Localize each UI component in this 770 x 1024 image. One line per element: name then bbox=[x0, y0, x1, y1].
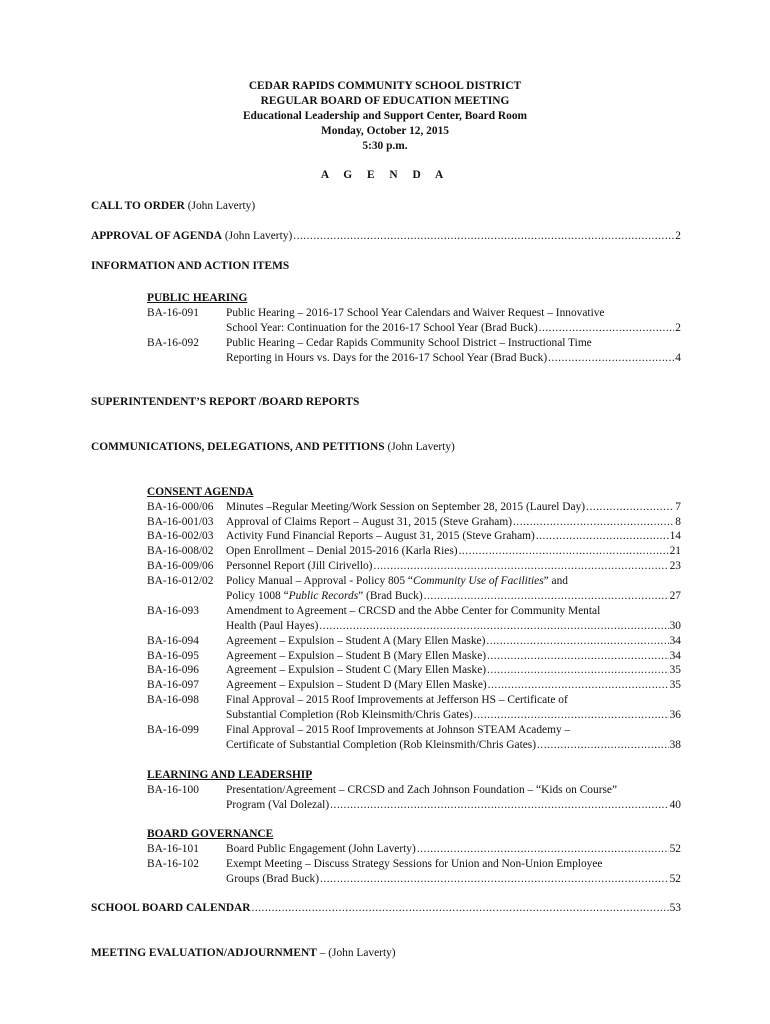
text-fragment: ” (Brad Buck) bbox=[358, 590, 423, 602]
list-item bbox=[226, 649, 681, 664]
item-text bbox=[226, 574, 568, 589]
list-item bbox=[226, 619, 681, 634]
communications-person: (John Laverty) bbox=[387, 441, 455, 453]
evaluation-label: MEETING EVALUATION/ADJOURNMENT bbox=[91, 947, 317, 959]
dot-leader bbox=[252, 901, 669, 916]
consent-agenda-heading: CONSENT AGENDA bbox=[147, 486, 254, 498]
dot-leader bbox=[537, 738, 669, 753]
dot-leader bbox=[330, 798, 668, 813]
list-item bbox=[226, 589, 681, 604]
text-fragment: Policy Manual – Approval - Policy 805 “ bbox=[226, 575, 413, 587]
page-number: 21 bbox=[669, 545, 681, 557]
item-code: BA-16-099 bbox=[147, 724, 199, 736]
dot-leader bbox=[474, 708, 669, 723]
list-item bbox=[226, 500, 681, 515]
text-fragment: ” and bbox=[543, 575, 569, 587]
item-text: Agreement – Expulsion – Student B (Mary Ellen Maske) bbox=[226, 650, 487, 662]
policy-title-italic: Public Records bbox=[288, 590, 359, 602]
item-code: BA-16-000/06 bbox=[147, 501, 214, 513]
dot-leader bbox=[293, 229, 674, 244]
dot-leader bbox=[486, 634, 668, 649]
list-item bbox=[226, 529, 681, 544]
dot-leader bbox=[320, 872, 669, 887]
page-number: 53 bbox=[669, 902, 681, 914]
item-text: Certificate of Substantial Completion (Rob Kleinsmith/Chris Gates) bbox=[226, 739, 537, 751]
dot-leader bbox=[548, 351, 674, 366]
item-text: School Year: Continuation for the 2016-17 School Year (Brad Buck) bbox=[226, 322, 538, 334]
dot-leader bbox=[424, 589, 669, 604]
dot-leader bbox=[539, 321, 675, 336]
item-code: BA-16-091 bbox=[147, 307, 199, 319]
item-text: Reporting in Hours vs. Days for the 2016-17 School Year (Brad Buck) bbox=[226, 352, 548, 364]
superintendent-report-heading: SUPERINTENDENT’S REPORT /BOARD REPORTS bbox=[91, 396, 360, 408]
list-item bbox=[226, 798, 681, 813]
item-text: Board Public Engagement (John Laverty) bbox=[226, 843, 416, 855]
public-hearing-heading: PUBLIC HEARING bbox=[147, 292, 248, 304]
call-to-order bbox=[91, 199, 255, 214]
page-number: 35 bbox=[669, 664, 681, 676]
evaluation-person: – (John Laverty) bbox=[316, 947, 396, 959]
list-item bbox=[226, 559, 681, 574]
dot-leader bbox=[459, 544, 669, 559]
item-text: Amendment to Agreement – CRCSD and the Abbe Center for Community Mental bbox=[226, 605, 601, 617]
page-number: 35 bbox=[669, 679, 681, 691]
item-code: BA-16-100 bbox=[147, 784, 199, 796]
item-text: Program (Val Dolezal) bbox=[226, 799, 330, 811]
page-number: 14 bbox=[669, 530, 681, 542]
page-number: 34 bbox=[669, 635, 681, 647]
item-text: Final Approval – 2015 Roof Improvements at Johnson STEAM Academy – bbox=[226, 724, 571, 736]
approval-person: (John Laverty) bbox=[224, 230, 293, 242]
list-item bbox=[226, 515, 681, 530]
call-to-order-person: (John Laverty) bbox=[187, 200, 256, 212]
page-number: 8 bbox=[675, 516, 681, 528]
page-number: 40 bbox=[669, 799, 681, 811]
item-text: Agreement – Expulsion – Student C (Mary Ellen Maske) bbox=[226, 664, 487, 676]
dot-leader bbox=[373, 559, 668, 574]
item-text: Exempt Meeting – Discuss Strategy Sessions for Union and Non-Union Employee bbox=[226, 858, 603, 870]
text-fragment: Policy 1008 “ bbox=[226, 590, 289, 602]
dot-leader bbox=[319, 619, 668, 634]
item-text: Agreement – Expulsion – Student D (Mary Ellen Maske) bbox=[226, 679, 487, 691]
agenda-title: A G E N D A bbox=[320, 169, 450, 181]
item-text: Final Approval – 2015 Roof Improvements at Jefferson HS – Certificate of bbox=[226, 694, 568, 706]
item-text bbox=[226, 589, 423, 604]
item-code: BA-16-001/03 bbox=[147, 516, 214, 528]
item-text: Minutes –Regular Meeting/Work Session on September 28, 2015 (Laurel Day) bbox=[226, 501, 586, 513]
approval-of-agenda bbox=[91, 229, 681, 244]
learning-leadership-heading: LEARNING AND LEADERSHIP bbox=[147, 769, 313, 781]
item-text: Open Enrollment – Denial 2015-2016 (Karla Ries) bbox=[226, 545, 458, 557]
board-governance-heading: BOARD GOVERNANCE bbox=[147, 828, 274, 840]
item-text: Groups (Brad Buck) bbox=[226, 873, 320, 885]
page-number: 7 bbox=[675, 501, 681, 513]
list-item bbox=[226, 663, 681, 678]
dot-leader bbox=[417, 842, 669, 857]
call-to-order-label: CALL TO ORDER bbox=[91, 200, 185, 212]
page-number: 23 bbox=[669, 560, 681, 572]
information-action-heading: INFORMATION AND ACTION ITEMS bbox=[91, 260, 290, 272]
dot-leader bbox=[488, 678, 669, 693]
document-header bbox=[0, 79, 770, 154]
item-text: Public Hearing – 2016-17 School Year Calendars and Waiver Request – Innovative bbox=[226, 307, 605, 319]
item-code: BA-16-093 bbox=[147, 605, 199, 617]
list-item bbox=[226, 872, 681, 887]
page-number: 52 bbox=[669, 873, 681, 885]
communications-label: COMMUNICATIONS, DELEGATIONS, AND PETITIONS bbox=[91, 441, 385, 453]
item-text: Personnel Report (Jill Cirivello) bbox=[226, 560, 373, 572]
item-code: BA-16-092 bbox=[147, 337, 199, 349]
item-text: Substantial Completion (Rob Kleinsmith/Chris Gates) bbox=[226, 709, 473, 721]
policy-title-italic: Community Use of Facilities bbox=[412, 575, 544, 587]
item-code: BA-16-102 bbox=[147, 858, 199, 870]
page-number: 52 bbox=[669, 843, 681, 855]
item-code: BA-16-097 bbox=[147, 679, 199, 691]
list-item bbox=[226, 738, 681, 753]
page-number: 34 bbox=[669, 650, 681, 662]
dot-leader bbox=[513, 515, 674, 530]
item-code: BA-16-095 bbox=[147, 650, 199, 662]
page-number: 38 bbox=[669, 739, 681, 751]
meeting-title: REGULAR BOARD OF EDUCATION MEETING bbox=[260, 95, 510, 107]
meeting-location: Educational Leadership and Support Center, Board Room bbox=[242, 110, 528, 122]
item-text: Public Hearing – Cedar Rapids Community School District – Instructional Time bbox=[226, 337, 592, 349]
item-code: BA-16-008/02 bbox=[147, 545, 214, 557]
district-name: CEDAR RAPIDS COMMUNITY SCHOOL DISTRICT bbox=[248, 80, 522, 92]
item-text: Health (Paul Hayes) bbox=[226, 620, 319, 632]
meeting-evaluation bbox=[91, 946, 396, 961]
item-text: Presentation/Agreement – CRCSD and Zach Johnson Foundation – “Kids on Course” bbox=[226, 784, 618, 796]
item-code: BA-16-098 bbox=[147, 694, 199, 706]
item-text: Activity Fund Financial Reports – August 31, 2015 (Steve Graham) bbox=[226, 530, 535, 542]
page-number: 30 bbox=[669, 620, 681, 632]
dot-leader bbox=[536, 529, 669, 544]
list-item bbox=[226, 321, 681, 336]
list-item bbox=[226, 678, 681, 693]
calendar-label: SCHOOL BOARD CALENDAR bbox=[91, 902, 251, 914]
item-code: BA-16-096 bbox=[147, 664, 199, 676]
page-number: 27 bbox=[669, 590, 681, 602]
page-number: 2 bbox=[675, 230, 681, 242]
item-code: BA-16-094 bbox=[147, 635, 199, 647]
page-number: 4 bbox=[675, 352, 681, 364]
dot-leader bbox=[487, 649, 669, 664]
list-item bbox=[226, 842, 681, 857]
meeting-time: 5:30 p.m. bbox=[362, 140, 408, 152]
dot-leader bbox=[586, 500, 674, 515]
dot-leader bbox=[487, 663, 669, 678]
item-code: BA-16-002/03 bbox=[147, 530, 214, 542]
item-text: Approval of Claims Report – August 31, 2015 (Steve Graham) bbox=[226, 516, 512, 528]
school-board-calendar bbox=[91, 901, 681, 916]
meeting-date: Monday, October 12, 2015 bbox=[321, 125, 449, 137]
page-number: 36 bbox=[669, 709, 681, 721]
list-item bbox=[226, 708, 681, 723]
item-text: Agreement – Expulsion – Student A (Mary Ellen Maske) bbox=[226, 635, 486, 647]
approval-label: APPROVAL OF AGENDA bbox=[91, 230, 223, 242]
communications-heading bbox=[91, 440, 455, 455]
list-item bbox=[226, 634, 681, 649]
list-item bbox=[226, 544, 681, 559]
page-number: 2 bbox=[675, 322, 681, 334]
item-code: BA-16-012/02 bbox=[147, 575, 214, 587]
item-code: BA-16-101 bbox=[147, 843, 199, 855]
item-code: BA-16-009/06 bbox=[147, 560, 214, 572]
list-item bbox=[226, 351, 681, 366]
